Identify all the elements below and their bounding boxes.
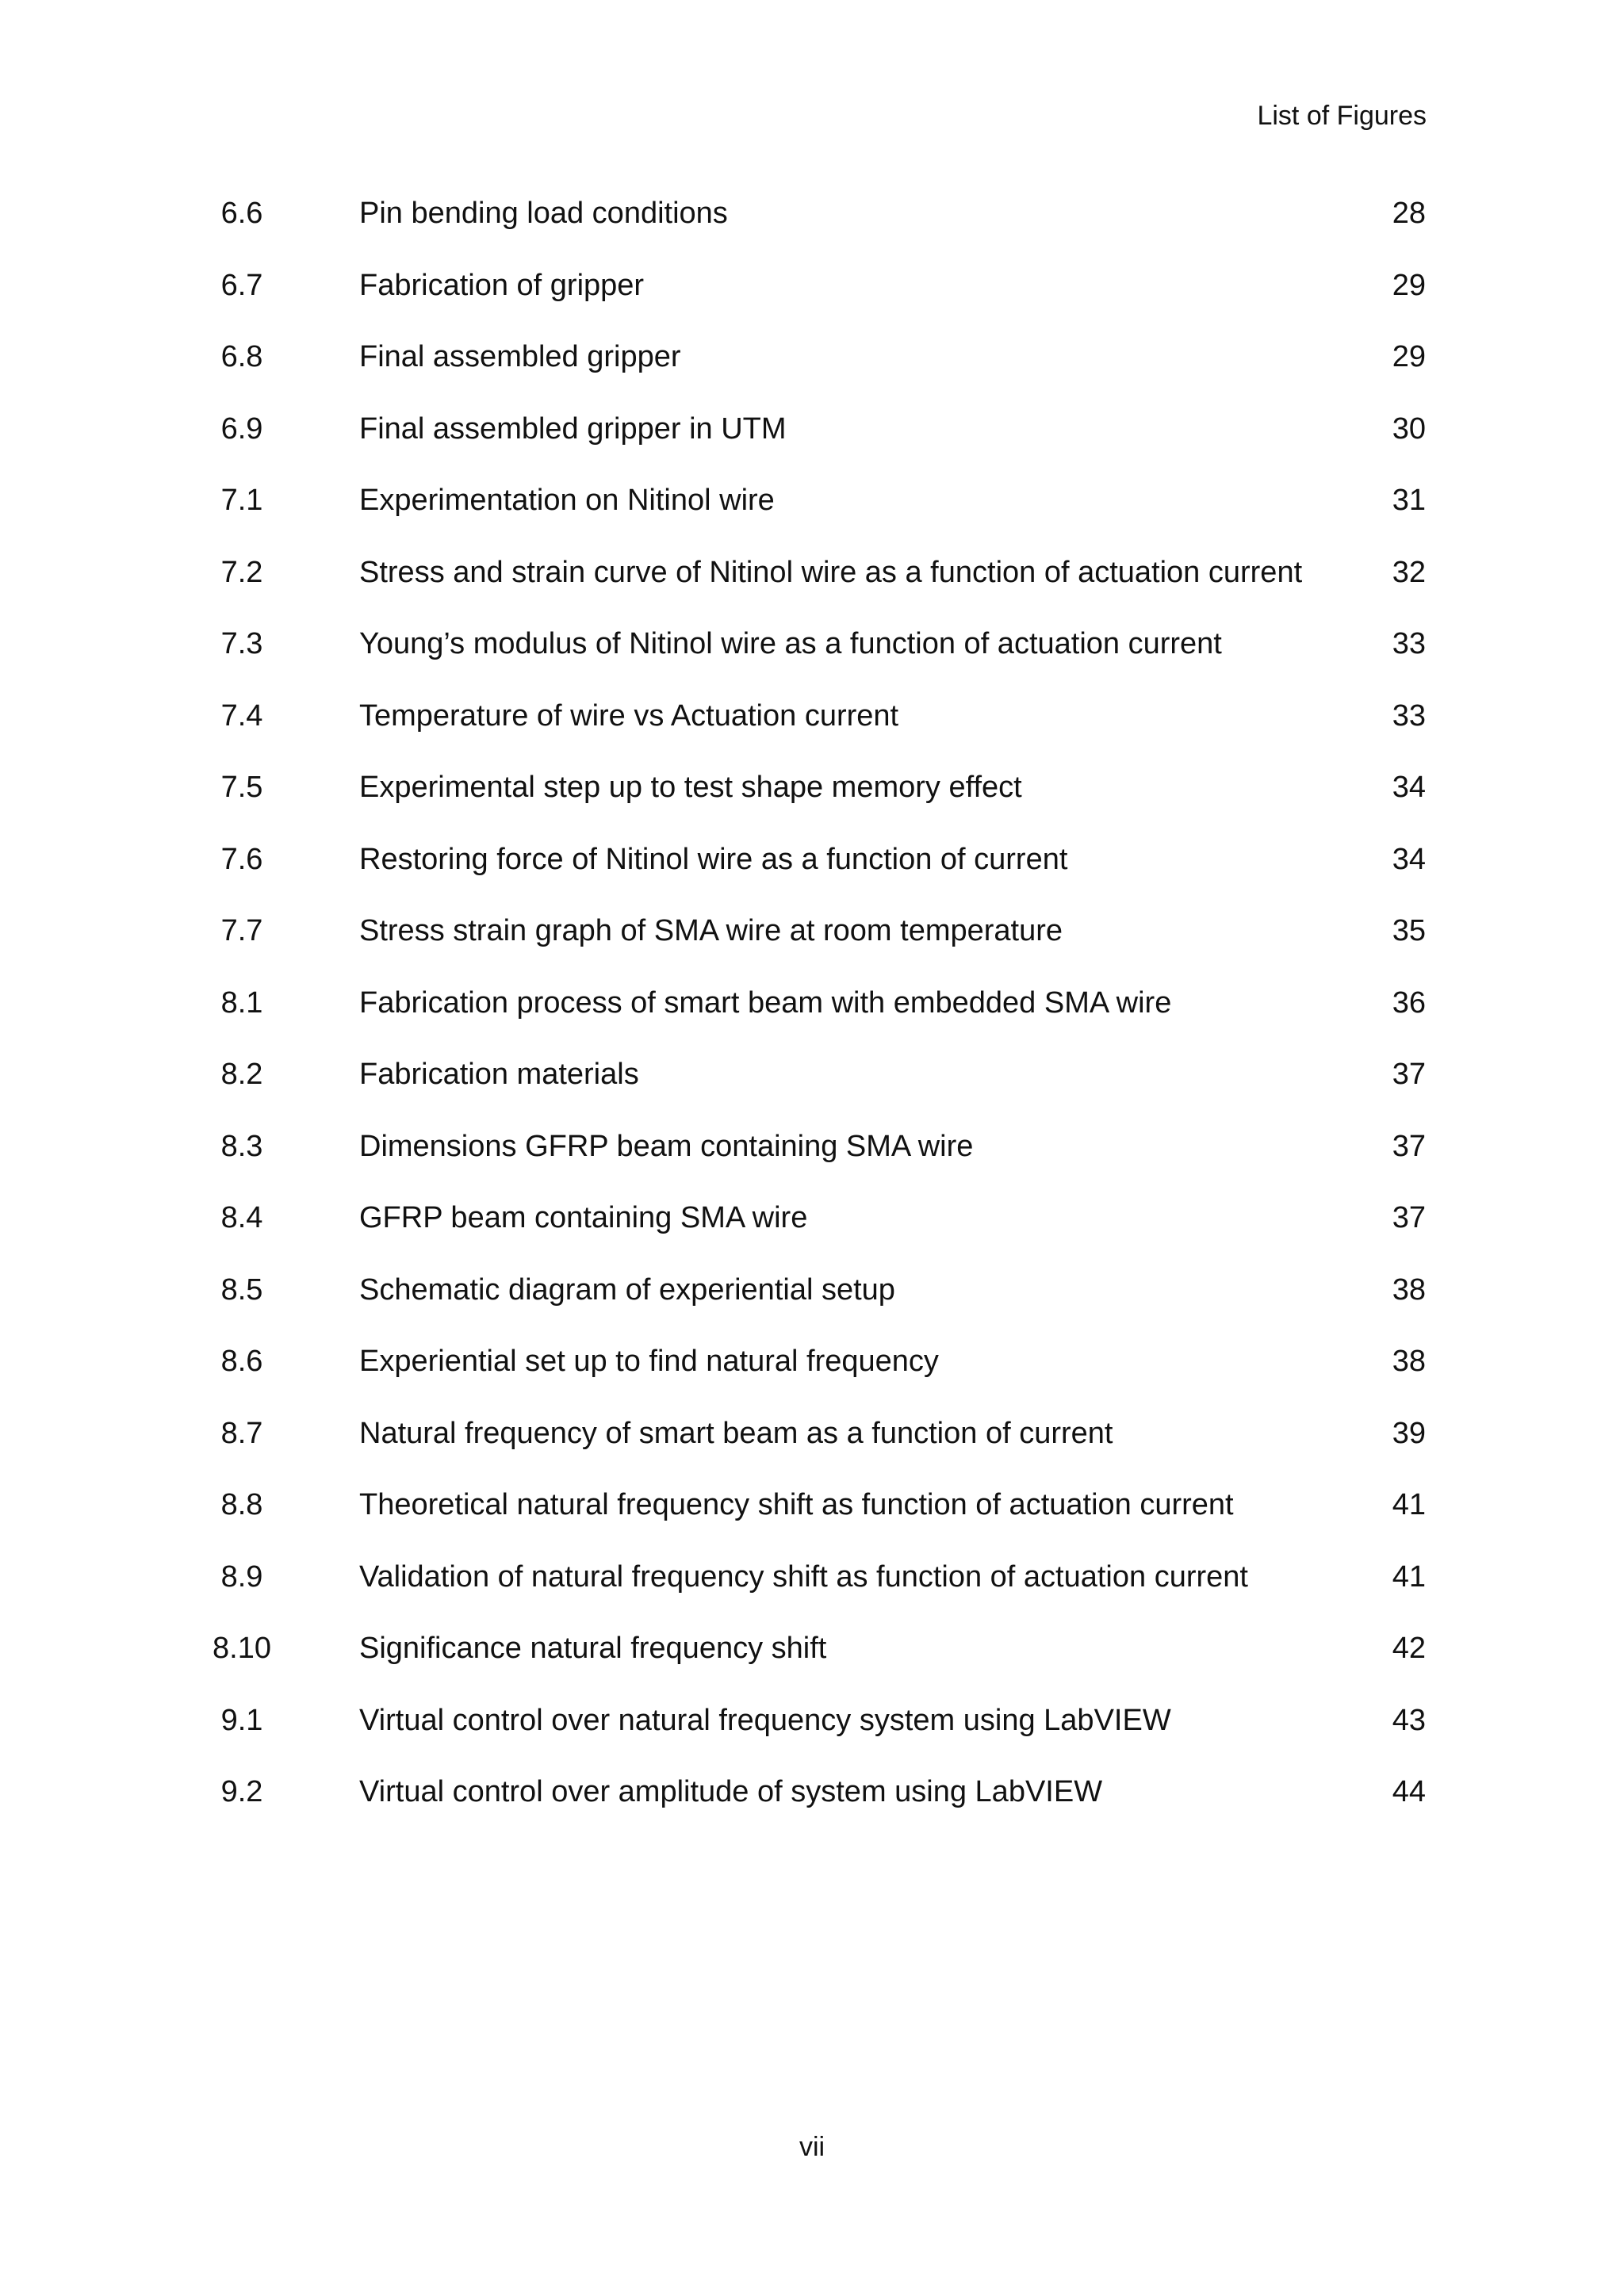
figure-page: 32 <box>1392 555 1426 589</box>
figure-page: 42 <box>1392 1632 1426 1665</box>
figure-entry <box>0 1628 1624 1701</box>
figure-number: 6.7 <box>220 268 263 302</box>
figure-page: 39 <box>1392 1416 1426 1450</box>
figure-entry <box>0 1772 1624 1844</box>
figure-title: Experiential set up to find natural frequency <box>359 1345 939 1378</box>
figure-title: Fabrication process of smart beam with embedded SMA wire <box>359 985 1172 1020</box>
figure-title: Experimental step up to test shape memory effect <box>359 771 1022 804</box>
figure-page: 33 <box>1392 698 1426 733</box>
figure-entry <box>0 1270 1624 1342</box>
figure-number: 8.6 <box>220 1345 263 1378</box>
figure-title: Natural frequency of smart beam as a function of current <box>359 1416 1113 1450</box>
figure-page: 30 <box>1392 411 1426 446</box>
figure-title: Significance natural frequency shift <box>359 1632 827 1665</box>
page-number: vii <box>799 2132 825 2162</box>
figure-title: Stress and strain curve of Nitinol wire as a function of actuation current <box>359 555 1303 589</box>
figure-title: Stress strain graph of SMA wire at room temperature <box>359 914 1063 947</box>
figure-entry <box>0 409 1624 481</box>
figure-title: Validation of natural frequency shift as function of actuation current <box>359 1559 1248 1594</box>
figure-page: 34 <box>1392 771 1426 804</box>
figure-page: 31 <box>1392 484 1426 517</box>
figure-number: 8.1 <box>220 985 263 1020</box>
figure-number: 8.9 <box>220 1559 263 1594</box>
figure-entry <box>0 767 1624 840</box>
figure-page: 29 <box>1392 340 1426 373</box>
figure-number: 7.5 <box>220 771 263 804</box>
figure-number: 7.2 <box>220 555 263 589</box>
figure-entry <box>0 1557 1624 1629</box>
figure-number: 8.8 <box>220 1488 263 1521</box>
figure-page: 41 <box>1392 1488 1426 1521</box>
figure-entry <box>0 480 1624 553</box>
figure-title: Virtual control over amplitude of system using LabVIEW <box>359 1775 1103 1808</box>
figure-title: Theoretical natural frequency shift as function of actuation current <box>359 1488 1234 1521</box>
figure-title: Schematic diagram of experiential setup <box>359 1272 895 1307</box>
figure-number: 7.7 <box>220 914 263 947</box>
figure-entry <box>0 193 1624 266</box>
figure-entry <box>0 983 1624 1055</box>
figure-title: Experimentation on Nitinol wire <box>359 484 775 517</box>
figure-number: 6.9 <box>220 411 263 446</box>
figure-title: Pin bending load conditions <box>359 197 728 230</box>
figure-entry <box>0 840 1624 912</box>
figure-page: 37 <box>1392 1129 1426 1163</box>
figure-number: 8.3 <box>220 1129 263 1163</box>
figure-number: 8.10 <box>213 1632 271 1665</box>
figure-page: 34 <box>1392 842 1426 876</box>
figure-number: 7.4 <box>220 698 263 733</box>
figure-title: GFRP beam containing SMA wire <box>359 1201 808 1234</box>
figure-title: Fabrication of gripper <box>359 268 645 302</box>
figure-number: 7.1 <box>220 484 263 517</box>
figure-number: 8.4 <box>220 1201 263 1234</box>
figure-title: Virtual control over natural frequency system using LabVIEW <box>359 1703 1171 1737</box>
figure-entry <box>0 1701 1624 1773</box>
figure-title: Final assembled gripper <box>359 340 681 373</box>
figure-number: 8.2 <box>220 1058 263 1091</box>
figure-entry <box>0 624 1624 696</box>
figure-entry <box>0 1341 1624 1414</box>
figure-page: 36 <box>1392 985 1426 1020</box>
list-of-figures <box>0 193 1624 1844</box>
figure-entry <box>0 1414 1624 1486</box>
figure-number: 8.7 <box>220 1416 263 1450</box>
figure-entry <box>0 1127 1624 1199</box>
figure-page: 29 <box>1392 268 1426 302</box>
figure-title: Fabrication materials <box>359 1058 639 1091</box>
figure-title: Final assembled gripper in UTM <box>359 411 787 446</box>
figure-page: 43 <box>1392 1703 1426 1737</box>
figure-page: 41 <box>1392 1559 1426 1594</box>
running-header: List of Figures <box>1257 101 1427 131</box>
figure-page: 38 <box>1392 1345 1426 1378</box>
figure-page: 37 <box>1392 1058 1426 1091</box>
figure-title: Dimensions GFRP beam containing SMA wire <box>359 1129 974 1163</box>
figure-entry <box>0 911 1624 983</box>
figure-number: 6.6 <box>220 197 263 230</box>
figure-number: 6.8 <box>220 340 263 373</box>
figure-page: 44 <box>1392 1775 1426 1808</box>
figure-entry <box>0 1054 1624 1127</box>
figure-title: Young’s modulus of Nitinol wire as a function of actuation current <box>359 627 1222 660</box>
figure-number: 8.5 <box>220 1272 263 1307</box>
figure-entry <box>0 266 1624 338</box>
figure-number: 7.6 <box>220 842 263 876</box>
figure-number: 9.1 <box>220 1703 263 1737</box>
figure-entry <box>0 553 1624 625</box>
figure-entry <box>0 337 1624 409</box>
figure-entry <box>0 696 1624 768</box>
figure-page: 33 <box>1392 627 1426 660</box>
figure-number: 7.3 <box>220 627 263 660</box>
figure-page: 28 <box>1392 197 1426 230</box>
figure-page: 38 <box>1392 1272 1426 1307</box>
figure-entry <box>0 1485 1624 1557</box>
figure-page: 37 <box>1392 1201 1426 1234</box>
figure-entry <box>0 1198 1624 1270</box>
figure-title: Temperature of wire vs Actuation current <box>359 698 899 733</box>
figure-number: 9.2 <box>220 1775 263 1808</box>
figure-title: Restoring force of Nitinol wire as a function of current <box>359 842 1068 876</box>
figure-page: 35 <box>1392 914 1426 947</box>
